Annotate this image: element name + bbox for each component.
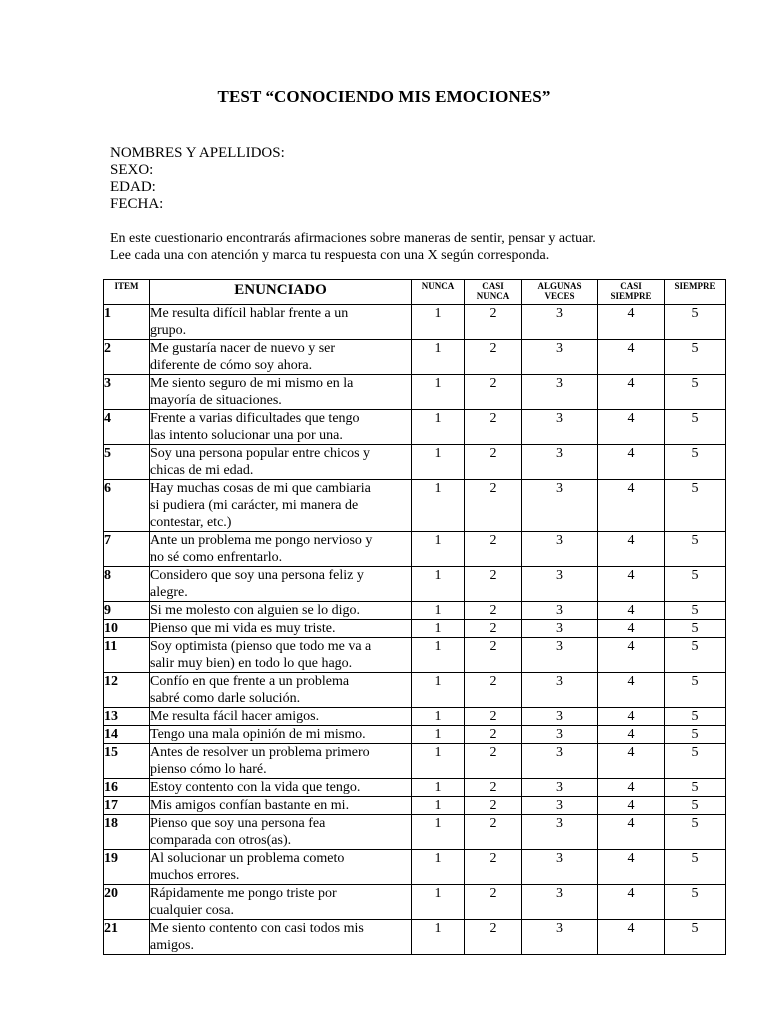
instructions-line: En este cuestionario encontrarás afirmaciones sobre maneras de sentir, pensar y actuar. [110,231,596,246]
item-column-header: ITEM [104,280,150,305]
statement-line: Frente a varias dificultades que tengo [150,411,360,426]
answer-option-casi-siempre[interactable]: 4 [598,638,665,673]
table-row [104,673,726,708]
answer-option-nunca[interactable]: 1 [412,532,465,567]
answer-option-siempre[interactable]: 5 [665,726,726,744]
answer-option-nunca[interactable]: 1 [412,620,465,638]
answer-option-casi-siempre[interactable]: 4 [598,920,665,955]
statement-line: Al solucionar un problema cometo [150,851,345,866]
answer-option-algunas-veces[interactable]: 3 [522,602,598,620]
statement-cell [150,850,412,885]
answer-option-casi-siempre[interactable]: 4 [598,673,665,708]
answer-option-nunca[interactable]: 1 [412,744,465,779]
answer-option-siempre[interactable]: 5 [665,567,726,602]
answer-option-casi-siempre[interactable]: 4 [598,305,665,340]
name-field-label: NOMBRES Y APELLIDOS: [110,145,285,161]
item-number: 20 [104,885,150,920]
table-row [104,850,726,885]
instructions [110,230,596,264]
answer-option-siempre[interactable]: 5 [665,885,726,920]
item-number: 12 [104,673,150,708]
statement-cell [150,744,412,779]
answer-option-nunca[interactable]: 1 [412,708,465,726]
statement-line: no sé como enfrentarlo. [150,550,283,565]
statement-line: diferente de cómo soy ahora. [150,358,313,373]
item-number: 5 [104,445,150,480]
answer-option-casi-siempre[interactable]: 4 [598,779,665,797]
table-row [104,620,726,638]
answer-option-nunca[interactable]: 1 [412,673,465,708]
answer-option-algunas-veces[interactable]: 3 [522,920,598,955]
item-number: 3 [104,375,150,410]
option-header-algunas-veces: ALGUNAS VECES [522,280,598,305]
answer-option-algunas-veces[interactable]: 3 [522,673,598,708]
answer-option-nunca[interactable]: 1 [412,779,465,797]
statement-cell [150,602,412,620]
answer-option-nunca[interactable]: 1 [412,375,465,410]
table-row [104,305,726,340]
table-row [104,410,726,445]
answer-option-algunas-veces[interactable]: 3 [522,410,598,445]
answer-option-nunca[interactable]: 1 [412,410,465,445]
item-number: 19 [104,850,150,885]
table-row [104,602,726,620]
answer-option-casi-siempre[interactable]: 4 [598,744,665,779]
statement-line: sabré como darle solución. [150,691,301,706]
statement-line: Pienso que soy una persona fea [150,816,326,831]
instructions-line: Lee cada una con atención y marca tu respuesta con una X según corresponda. [110,248,550,263]
answer-option-siempre[interactable]: 5 [665,305,726,340]
statement-cell [150,797,412,815]
answer-option-algunas-veces[interactable]: 3 [522,638,598,673]
answer-option-casi-nunca[interactable]: 2 [465,797,522,815]
answer-option-casi-siempre[interactable]: 4 [598,797,665,815]
answer-option-nunca[interactable]: 1 [412,850,465,885]
table-row [104,920,726,955]
table-row [104,815,726,850]
table-row [104,532,726,567]
answer-option-casi-siempre[interactable]: 4 [598,620,665,638]
item-number: 15 [104,744,150,779]
statement-line: comparada con otros(as). [150,833,292,848]
answer-option-casi-nunca[interactable]: 2 [465,850,522,885]
answer-option-casi-nunca[interactable]: 2 [465,602,522,620]
item-number: 9 [104,602,150,620]
answer-option-nunca[interactable]: 1 [412,602,465,620]
statement-line: Me siento contento con casi todos mis [150,921,364,936]
answer-option-nunca[interactable]: 1 [412,920,465,955]
statement-line: chicas de mi edad. [150,463,254,478]
answer-option-algunas-veces[interactable]: 3 [522,726,598,744]
statement-line: Mis amigos confían bastante en mi. [150,798,350,813]
questionnaire-table [103,279,726,955]
answer-option-algunas-veces[interactable]: 3 [522,885,598,920]
statement-line: contestar, etc.) [150,515,232,530]
date-field-label: FECHA: [110,196,164,212]
answer-option-nunca[interactable]: 1 [412,340,465,375]
statement-line: pienso cómo lo haré. [150,762,267,777]
table-header-row [104,280,726,305]
option-header-casi-siempre: CASI SIEMPRE [598,280,665,305]
answer-option-casi-siempre[interactable]: 4 [598,602,665,620]
answer-option-casi-nunca[interactable]: 2 [465,532,522,567]
statement-cell [150,920,412,955]
answer-option-siempre[interactable]: 5 [665,779,726,797]
statement-cell [150,638,412,673]
answer-option-algunas-veces[interactable]: 3 [522,779,598,797]
answer-option-casi-nunca[interactable]: 2 [465,567,522,602]
answer-option-algunas-veces[interactable]: 3 [522,744,598,779]
option-header-siempre: SIEMPRE [665,280,726,305]
table-row [104,885,726,920]
answer-option-nunca[interactable]: 1 [412,726,465,744]
item-number: 10 [104,620,150,638]
statement-line: Si me molesto con alguien se lo digo. [150,603,360,618]
statement-line: grupo. [150,323,187,338]
answer-option-siempre[interactable]: 5 [665,532,726,567]
table-row [104,779,726,797]
answer-option-casi-siempre[interactable]: 4 [598,726,665,744]
item-number: 6 [104,480,150,532]
statement-line: Confío en que frente a un problema [150,674,350,689]
statement-line: Tengo una mala opinión de mi mismo. [150,727,366,742]
table-row [104,726,726,744]
statement-cell [150,532,412,567]
answer-option-siempre[interactable]: 5 [665,797,726,815]
answer-option-siempre[interactable]: 5 [665,620,726,638]
answer-option-siempre[interactable]: 5 [665,638,726,673]
answer-option-nunca[interactable]: 1 [412,305,465,340]
answer-option-algunas-veces[interactable]: 3 [522,620,598,638]
item-number: 16 [104,779,150,797]
answer-option-casi-nunca[interactable]: 2 [465,620,522,638]
statement-cell [150,375,412,410]
statement-line: cualquier cosa. [150,903,234,918]
answer-option-algunas-veces[interactable]: 3 [522,532,598,567]
item-number: 4 [104,410,150,445]
answer-option-casi-siempre[interactable]: 4 [598,567,665,602]
statement-cell [150,305,412,340]
answer-option-siempre[interactable]: 5 [665,410,726,445]
answer-option-nunca[interactable]: 1 [412,480,465,532]
option-header-nunca: NUNCA [412,280,465,305]
answer-option-casi-nunca[interactable]: 2 [465,445,522,480]
statement-line: si pudiera (mi carácter, mi manera de [150,498,359,513]
statement-cell [150,410,412,445]
statement-cell [150,815,412,850]
answer-option-casi-siempre[interactable]: 4 [598,340,665,375]
answer-option-nunca[interactable]: 1 [412,815,465,850]
answer-option-algunas-veces[interactable]: 3 [522,480,598,532]
option-header-casi-nunca: CASI NUNCA [465,280,522,305]
answer-option-casi-nunca[interactable]: 2 [465,779,522,797]
answer-option-casi-nunca[interactable]: 2 [465,305,522,340]
statement-line: alegre. [150,585,188,600]
answer-option-algunas-veces[interactable]: 3 [522,340,598,375]
table-row [104,567,726,602]
answer-option-siempre[interactable]: 5 [665,673,726,708]
answer-option-algunas-veces[interactable]: 3 [522,797,598,815]
item-number: 11 [104,638,150,673]
statement-line: muchos errores. [150,868,240,883]
answer-option-casi-nunca[interactable]: 2 [465,744,522,779]
answer-option-casi-siempre[interactable]: 4 [598,532,665,567]
answer-option-casi-nunca[interactable]: 2 [465,673,522,708]
answer-option-siempre[interactable]: 5 [665,744,726,779]
statement-column-header: ENUNCIADO [150,280,412,305]
answer-option-nunca[interactable]: 1 [412,445,465,480]
table-row [104,797,726,815]
item-number: 13 [104,708,150,726]
item-number: 14 [104,726,150,744]
statement-cell [150,726,412,744]
statement-line: Me siento seguro de mi mismo en la [150,376,354,391]
answer-option-siempre[interactable]: 5 [665,850,726,885]
statement-line: amigos. [150,938,194,953]
statement-line: Soy una persona popular entre chicos y [150,446,371,461]
answer-option-casi-siempre[interactable]: 4 [598,885,665,920]
statement-line: Antes de resolver un problema primero [150,745,370,760]
age-field-label: EDAD: [110,179,156,195]
statement-line: Me resulta fácil hacer amigos. [150,709,320,724]
answer-option-siempre[interactable]: 5 [665,340,726,375]
answer-option-casi-nunca[interactable]: 2 [465,638,522,673]
answer-option-casi-siempre[interactable]: 4 [598,850,665,885]
answer-option-casi-siempre[interactable]: 4 [598,708,665,726]
item-number: 18 [104,815,150,850]
answer-option-casi-nunca[interactable]: 2 [465,410,522,445]
statement-cell [150,480,412,532]
answer-option-casi-nunca[interactable]: 2 [465,375,522,410]
item-number: 1 [104,305,150,340]
sex-field-label: SEXO: [110,162,154,178]
statement-line: Ante un problema me pongo nervioso y [150,533,373,548]
answer-option-casi-siempre[interactable]: 4 [598,410,665,445]
table-row [104,375,726,410]
item-number: 8 [104,567,150,602]
answer-option-nunca[interactable]: 1 [412,567,465,602]
table-row [104,480,726,532]
answer-option-casi-siempre[interactable]: 4 [598,445,665,480]
answer-option-casi-nunca[interactable]: 2 [465,815,522,850]
statement-line: Considero que soy una persona feliz y [150,568,364,583]
answer-option-casi-nunca[interactable]: 2 [465,885,522,920]
answer-option-algunas-veces[interactable]: 3 [522,850,598,885]
answer-option-casi-nunca[interactable]: 2 [465,920,522,955]
statement-line: Me resulta difícil hablar frente a un [150,306,349,321]
statement-line: Hay muchas cosas de mi que cambiaria [150,481,371,496]
table-row [104,340,726,375]
answer-option-casi-nunca[interactable]: 2 [465,726,522,744]
answer-option-siempre[interactable]: 5 [665,602,726,620]
item-number: 7 [104,532,150,567]
table-row [104,638,726,673]
answer-option-algunas-veces[interactable]: 3 [522,305,598,340]
answer-option-casi-siempre[interactable]: 4 [598,480,665,532]
page-title: TEST “CONOCIENDO MIS EMOCIONES” [217,87,551,106]
answer-option-algunas-veces[interactable]: 3 [522,708,598,726]
answer-option-siempre[interactable]: 5 [665,480,726,532]
statement-cell [150,445,412,480]
statement-line: las intento solucionar una por una. [150,428,343,443]
statement-cell [150,885,412,920]
answer-option-algunas-veces[interactable]: 3 [522,445,598,480]
statement-line: salir muy bien) en todo lo que hago. [150,656,353,671]
answer-option-siempre[interactable]: 5 [665,375,726,410]
table-row [104,445,726,480]
statement-cell [150,779,412,797]
statement-line: Estoy contento con la vida que tengo. [150,780,361,795]
student-info-fields [110,145,285,213]
statement-line: mayoría de situaciones. [150,393,282,408]
answer-option-nunca[interactable]: 1 [412,885,465,920]
answer-option-nunca[interactable]: 1 [412,797,465,815]
answer-option-siempre[interactable]: 5 [665,815,726,850]
statement-cell [150,340,412,375]
answer-option-casi-siempre[interactable]: 4 [598,815,665,850]
statement-line: Pienso que mi vida es muy triste. [150,621,336,636]
item-number: 2 [104,340,150,375]
statement-line: Rápidamente me pongo triste por [150,886,337,901]
answer-option-casi-nunca[interactable]: 2 [465,340,522,375]
answer-option-siempre[interactable]: 5 [665,445,726,480]
statement-cell [150,673,412,708]
item-number: 21 [104,920,150,955]
statement-cell [150,567,412,602]
statement-cell [150,620,412,638]
answer-option-siempre[interactable]: 5 [665,708,726,726]
table-row [104,708,726,726]
answer-option-casi-nunca[interactable]: 2 [465,708,522,726]
answer-option-casi-siempre[interactable]: 4 [598,375,665,410]
answer-option-siempre[interactable]: 5 [665,920,726,955]
answer-option-nunca[interactable]: 1 [412,638,465,673]
statement-line: Soy optimista (pienso que todo me va a [150,639,372,654]
answer-option-algunas-veces[interactable]: 3 [522,375,598,410]
answer-option-algunas-veces[interactable]: 3 [522,567,598,602]
statement-cell [150,708,412,726]
table-row [104,744,726,779]
item-number: 17 [104,797,150,815]
answer-option-casi-nunca[interactable]: 2 [465,480,522,532]
statement-line: Me gustaría nacer de nuevo y ser [150,341,336,356]
answer-option-algunas-veces[interactable]: 3 [522,815,598,850]
